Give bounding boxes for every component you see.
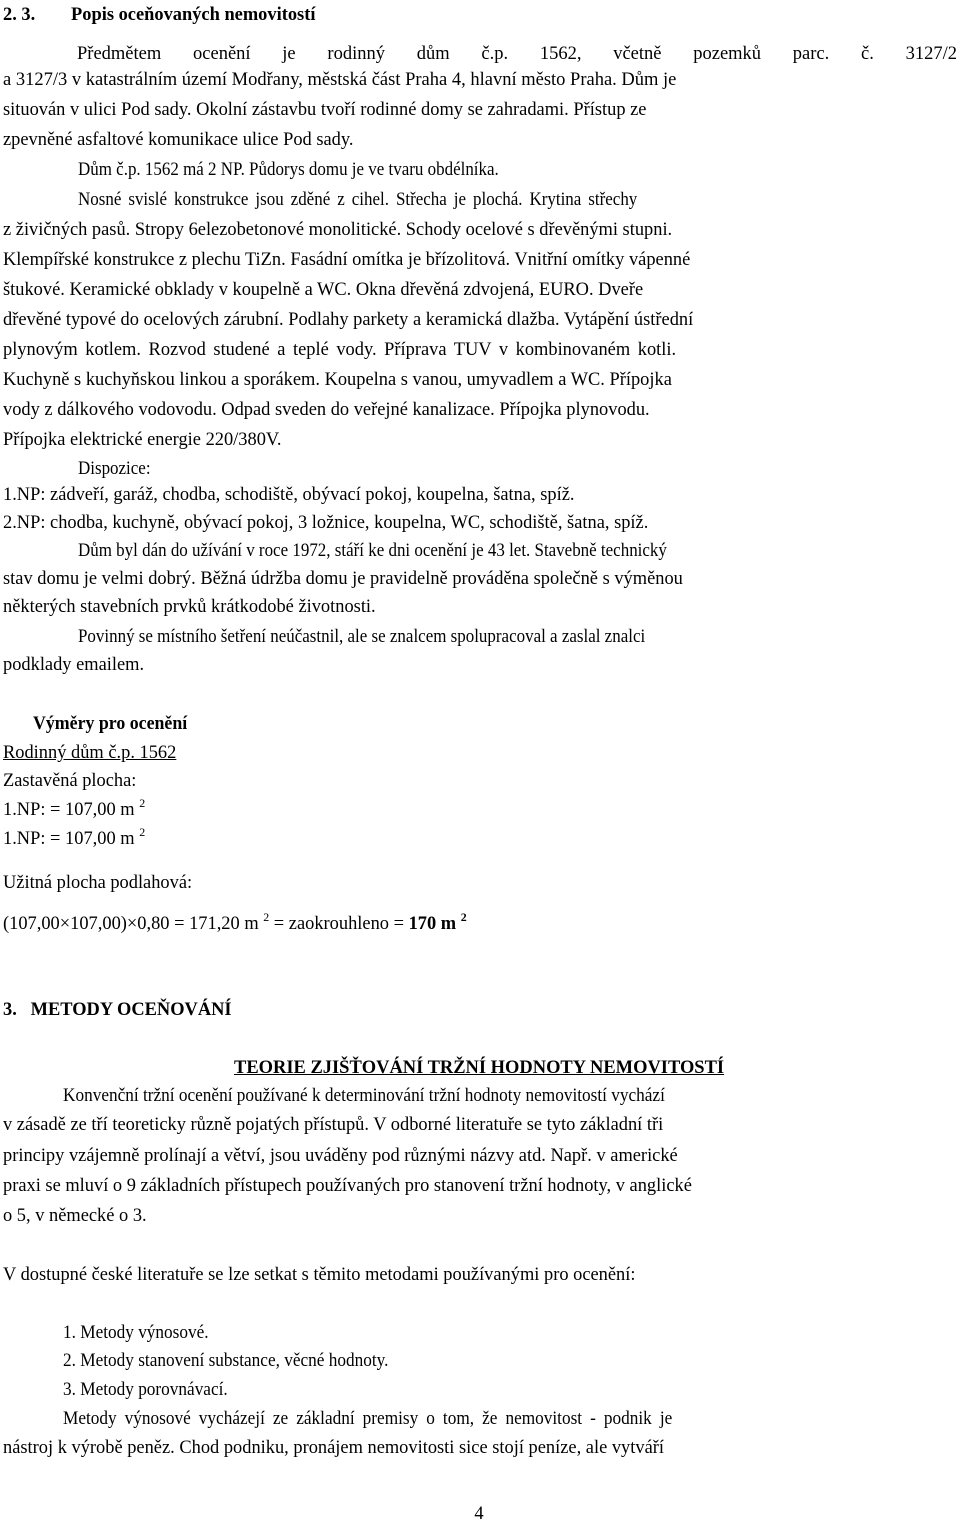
usable-area-label: Užitná plocha podlahová: [3,873,193,893]
usable-area-calculation: (107,00×107,00)×0,80 = 171,20 m $^2$ = zaokrouhleno = 170 m $^2$ [3,910,467,934]
dispozice-label: Dispozice: [78,459,151,479]
measurements-title: Výměry pro ocenění [33,714,188,734]
methods-subheading: TEORIE ZJIŠŤOVÁNÍ TRŽNÍ HODNOTY NEMOVITOSTÍ [233,1058,725,1078]
methods-line: o 5, v německé o 3. [3,1206,147,1226]
np1-area: 1.NP: = 107,00 m $^2$ [3,796,146,820]
description-line: Dům byl dán do užívání v roce 1972, stáří ke dni ocenění je 43 let. Stavebně technický [78,541,667,561]
description-line: zpevněné asfaltové komunikace ulice Pod sady. [3,130,354,150]
description-word: Předmětem [77,44,162,64]
description-line: Dům č.p. 1562 má 2 NP. Půdorys domu je ve tvaru obdélníka. [78,160,499,180]
description-word: ocenění [193,44,251,64]
methods-intro: V dostupné české literatuře se lze setkat s těmito metodami používanými pro ocenění: [3,1265,636,1285]
np2-area: 1.NP: = 107,00 m $^2$ [3,825,146,849]
method-list-item: 1. Metody výnosové. [63,1323,209,1343]
description-word: rodinný [327,44,385,64]
description-word: č.p. [481,44,509,64]
description-line: situován v ulici Pod sady. Okolní zástavbu tvoří rodinné domy se zahradami. Přístup ze [3,100,647,120]
description-line: plynovým kotlem. Rozvod studené a teplé vody. Příprava TUV v kombinovaném kotli. [3,340,677,360]
section-title: Popis oceňovaných nemovitostí [71,5,316,25]
page-number: 4 [474,1504,484,1524]
description-word: pozemků [693,44,762,64]
method-list-item: 2. Metody stanovení substance, věcné hodnoty. [63,1351,389,1371]
dispozice-np1: 1.NP: zádveří, garáž, chodba, schodiště, obývací pokoj, koupelna, šatna, spíž. [3,485,575,505]
description-word: 3127/2 [905,44,957,64]
description-line: štukové. Keramické obklady v koupelně a WC. Okna dřevěná zdvojená, EURO. Dveře [3,280,644,300]
methods-line: praxi se mluví o 9 základních přístupech používaných pro stanovení tržní hodnoty, v anglické [3,1176,692,1196]
description-line: Povinný se místního šetření neúčastnil, ale se znalcem spolupracoval a zaslal znalci [78,627,646,647]
description-line: dřevěné typové do ocelových zárubní. Podlahy parkety a keramická dlažba. Vytápění ústřední [3,310,694,330]
methods-line: principy vzájemně prolínají a větví, jsou uváděny pod různými názvy atd. Např. v americké [3,1146,678,1166]
description-word: č. [861,44,874,64]
description-line: stav domu je velmi dobrý. Běžná údržba domu je pravidelně prováděna společně s výměnou [3,569,683,589]
section-number: 2. 3. [3,5,36,25]
description-word: je [282,44,296,64]
description-line: Klempířské konstrukce z plechu TiZn. Fasádní omítka je břízolitová. Vnitřní omítky vápenné [3,250,691,270]
methods-line: Konvenční tržní ocenění používané k determinování tržní hodnoty nemovitostí vychází [63,1086,665,1106]
description-line: podklady emailem. [3,655,145,675]
description-line: Nosné svislé konstrukce jsou zděné z cihel. Střecha je plochá. Krytina střechy [78,190,638,210]
methods-line: Metody výnosové vycházejí ze základní premisy o tom, že nemovitost - podnik je [63,1409,673,1429]
dispozice-np2: 2.NP: chodba, kuchyně, obývací pokoj, 3 ložnice, koupelna, WC, schodiště, šatna, spíž. [3,513,649,533]
description-line: Přípojka elektrické energie 220/380V. [3,430,282,450]
description-line: a 3127/3 v katastrálním území Modřany, městská část Praha 4, hlavní město Praha. Dům je [3,70,677,90]
description-line: vody z dálkového vodovodu. Odpad sveden do veřejné kanalizace. Přípojka plynovodu. [3,400,650,420]
description-line [3,41,957,67]
section-heading [3,2,958,28]
built-area-label: Zastavěná plocha: [3,771,137,791]
method-list-item: 3. Metody porovnávací. [63,1380,228,1400]
methods-heading: 3. METODY OCEŇOVÁNÍ [3,1000,232,1020]
description-word: včetně [613,44,662,64]
building-label: Rodinný dům č.p. 1562 [3,743,177,763]
description-line: z živičných pasů. Stropy 6elezobetonové monolitické. Schody ocelové s dřevěnými stupni. [3,220,673,240]
description-word: dům [416,44,450,64]
methods-line: nástroj k výrobě peněz. Chod podniku, pronájem nemovitosti sice stojí peníze, ale vytváří [3,1438,664,1458]
description-line: některých stavebních prvků krátkodobé životnosti. [3,597,376,617]
methods-line: v zásadě ze tří teoreticky různě pojatých přístupů. V odborné literatuře se tyto základní tři [3,1115,664,1135]
description-line: Kuchyně s kuchyňskou linkou a sporákem. Koupelna s vanou, umyvadlem a WC. Přípojka [3,370,672,390]
description-word: 1562, [539,44,582,64]
description-word: parc. [792,44,830,64]
